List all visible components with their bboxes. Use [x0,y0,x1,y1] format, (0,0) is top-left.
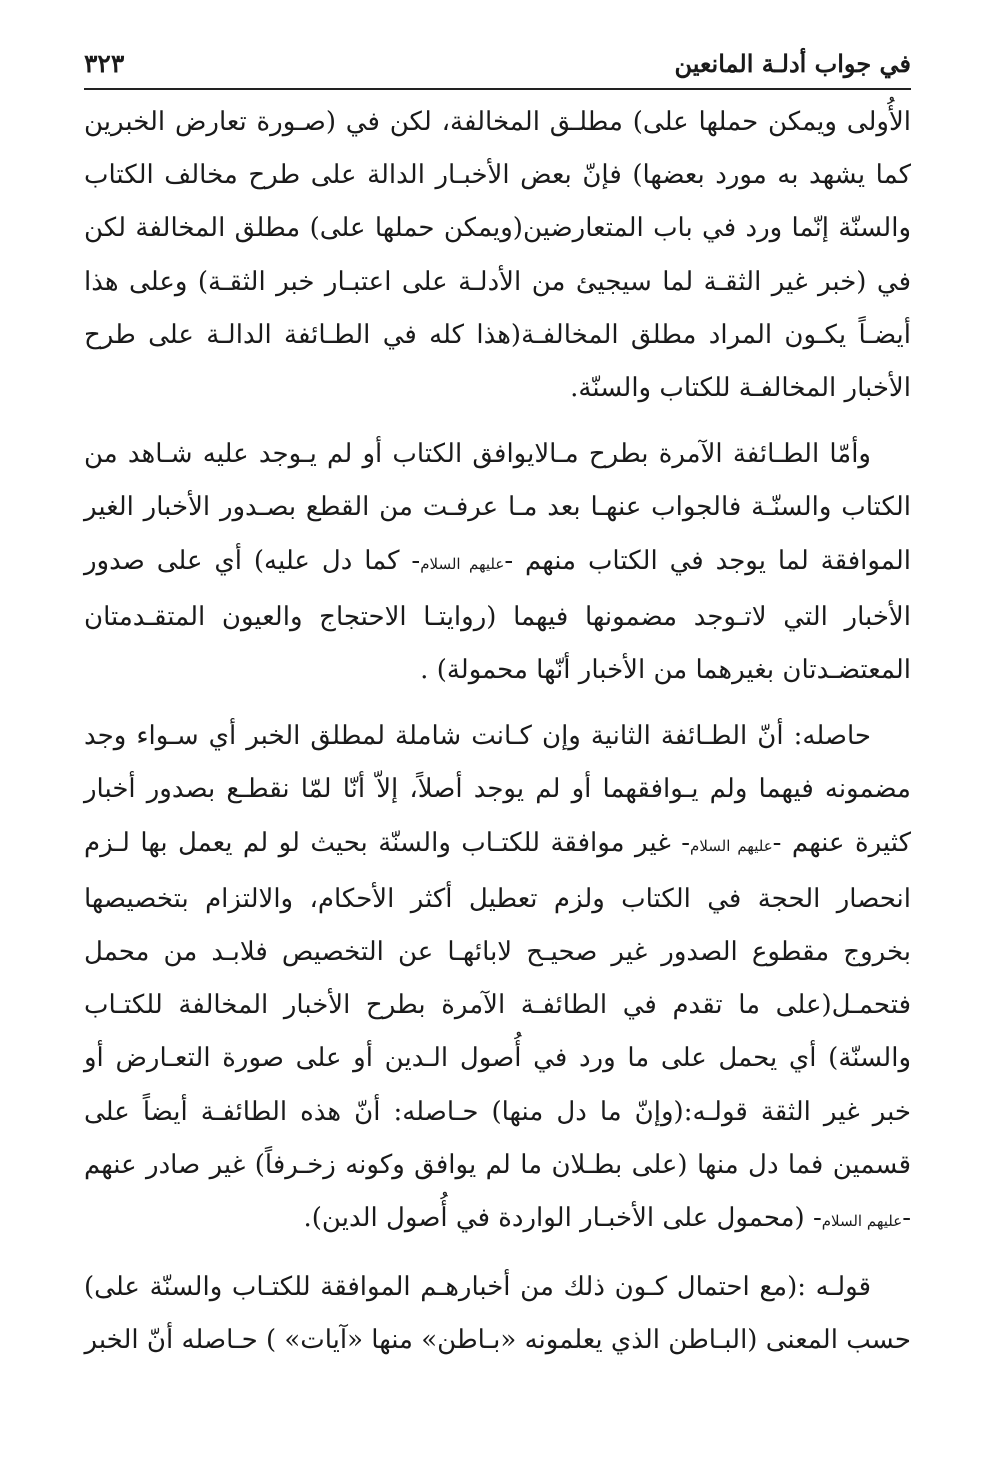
page-number: ٣٢٣ [84,49,125,78]
paragraph-3-text-part-3: - (محمول على الأخبـار الواردة في أُصول الدين). [303,1203,822,1234]
paragraph-2-text-end: - كما دل عليه) أي على صدور الأخبار التي لاتـوجد مضمونها فيهما (روايتـا الاحتجاج والعيون المتقـدمتان المعتضـدتان بغيرهما من الأخبار أنّها محمولة) . [84,545,911,686]
paragraph-3 [84,710,911,1248]
header-divider [84,88,911,90]
body-text [84,96,911,1368]
honorific-note: عليهم السلام [690,836,773,855]
paragraph-4 [84,1261,911,1367]
paragraph-1 [84,96,911,415]
running-title: في جواب أدلـة المانعين [674,49,911,78]
paragraph-3-text-part-1: حاصله: أنّ الطـائفة الثانية وإن كـانت شاملة لمطلق الخبر أي سـواء وجد مضمونه فيهما ولم يـوافقهما أو لم يوجد أصلاً، إلاّ أنّا لمّا نقطـع بصدور أخبار كثيرة عنهم - [84,721,912,858]
paragraph-1-text: الأُولى ويمكن حملها على) مطلـق المخالفة، لكن في (صـورة تعارض الخبرين كما يشهد به مورد بعضها) فإنّ بعض الأخبـار الدالة على طرح مخالف الكتاب والسنّة إنّما ورد في باب المتعارضين(ويمكن حملها على) مطلق المخالفة لكن في (خبر غير الثقـة لما سيجيئ من الأدلـة على اعتبـار خبر الثقـة) وعلى هذا أيضـاً يكـون المراد مطلق المخالفـة(هذا كله في الطـائفة الدالـة على طرح الأخبار المخالفـة للكتاب والسنّة. [84,107,911,404]
paragraph-2-text-start: وأمّا الطـائفة الآمرة بطرح مـالايوافق الكتاب أو لم يـوجد عليه شـاهد من الكتاب والسنّـة فالجواب عنهـا بعد مـا عرفـت من القطع بصـدور الأخبار الغير الموافقة لما يوجد في الكتاب منهم - [84,439,911,576]
paragraph-2 [84,428,911,697]
paragraph-3-text-part-2: - غير موافقة للكتـاب والسنّة بحيث لو لم يعمل بها لـزم انحصار الحجة في الكتاب ولزم تعطيل أكثر الأحكام، والالتزام بتخصيصها بخروج مقطوع الصدور غير صحيـح لابائهـا عن التخصيص فلابـد من محمل فتحمـل(على ما تقدم في الطائفـة الآمرة بطرح الأخبار المخالفة للكتـاب والسنّة) أي يحمل على ما ورد في أُصول الـدين أو على صورة التعـارض أو خبر غير الثقة قولـه:(وإنّ ما دل منها) حـاصله: أنّ هذه الطائفـة أيضاً على قسمين فما دل منها (على بطـلان ما لم يوافق وكونه زخـرفاً) غير صادر عنهم - [84,827,911,1234]
honorific-note: عليهم السلام [821,1212,903,1231]
honorific-note: عليهم السلام [420,554,505,573]
page-header [84,44,911,88]
paragraph-4-text: قولـه :(مع احتمال كـون ذلك من أخبارهـم الموافقة للكتـاب والسنّة على) حسب المعنى (البـاطن الذي يعلمونه «بـاطن» منها «آيات» ) حـاصله أنّ الخبر [84,1272,911,1356]
